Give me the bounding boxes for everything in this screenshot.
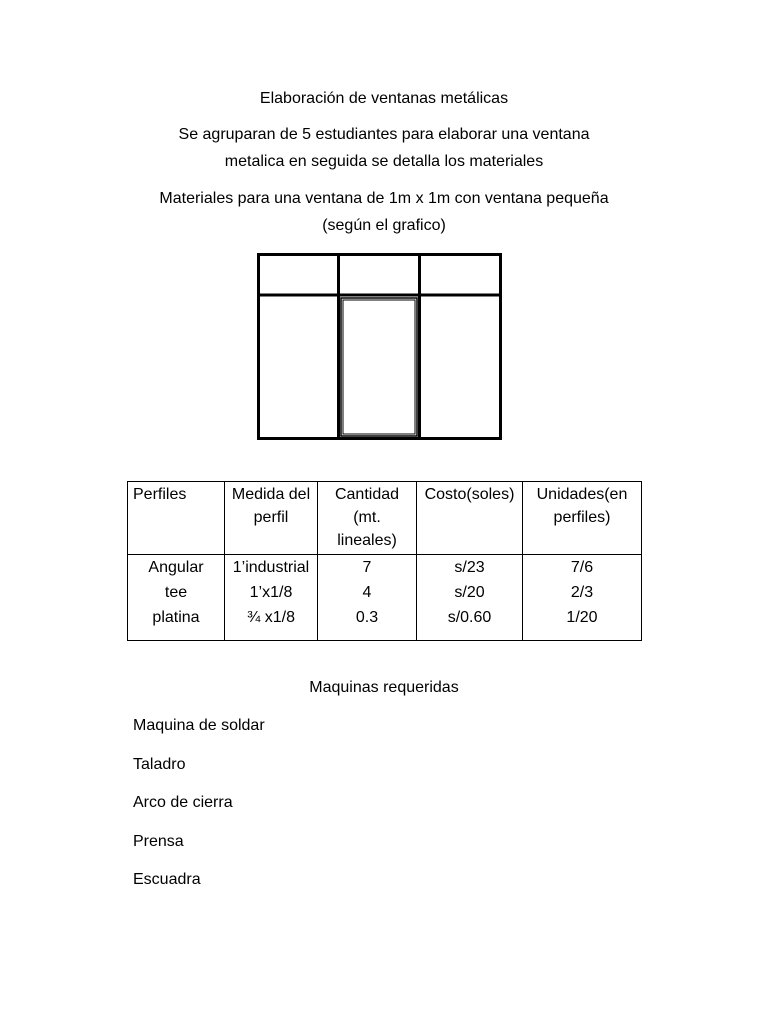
table-cell: 7/6 bbox=[523, 555, 642, 581]
document-title: Elaboración de ventanas metálicas bbox=[259, 90, 509, 107]
table-cell: platina bbox=[128, 605, 225, 641]
materials-intro-paragraph bbox=[0, 185, 768, 239]
table-cell: tee bbox=[128, 580, 225, 605]
table-row bbox=[128, 605, 642, 641]
column-header: Costo(soles) bbox=[417, 482, 523, 555]
materials-intro-line: Materiales para una ventana de 1m x 1m con ventana pequeña bbox=[159, 190, 609, 207]
window-diagram bbox=[257, 253, 502, 440]
table-cell: 0.3 bbox=[318, 605, 417, 641]
table-cell: s/23 bbox=[417, 555, 523, 581]
list-item: Arco de cierra bbox=[133, 794, 233, 811]
column-header: Medida del perfil bbox=[225, 482, 318, 555]
intro-line: Se agruparan de 5 estudiantes para elaborar una ventana bbox=[178, 126, 590, 143]
column-header: Unidades(en perfiles) bbox=[523, 482, 642, 555]
list-item: Taladro bbox=[133, 755, 186, 773]
window-outer-frame bbox=[259, 255, 501, 439]
table-cell: ¾ x1/8 bbox=[225, 605, 318, 641]
small-window-sash-inner bbox=[343, 300, 415, 434]
table-row bbox=[128, 580, 642, 605]
column-header: Cantidad (mt. lineales) bbox=[318, 482, 417, 555]
table-cell: 4 bbox=[318, 580, 417, 605]
table-cell: 7 bbox=[318, 555, 417, 581]
intro-paragraph bbox=[0, 121, 768, 175]
table-row bbox=[128, 555, 642, 581]
machines-list bbox=[133, 714, 265, 907]
small-window-sash bbox=[341, 298, 417, 436]
list-item: Prensa bbox=[133, 832, 184, 850]
intro-line: metalica en seguida se detalla los materiales bbox=[224, 153, 544, 170]
materials-table bbox=[127, 481, 642, 641]
table-cell: 2/3 bbox=[523, 580, 642, 605]
materials-intro-line: (según el grafico) bbox=[322, 217, 446, 234]
machines-heading: Maquinas requeridas bbox=[309, 679, 459, 696]
column-header: Perfiles bbox=[128, 482, 225, 555]
table-cell: s/20 bbox=[417, 580, 523, 605]
table-cell: 1’x1/8 bbox=[225, 580, 318, 605]
table-cell: 1/20 bbox=[523, 605, 642, 641]
table-cell: Angular bbox=[128, 555, 225, 581]
table-cell: s/0.60 bbox=[417, 605, 523, 641]
table-cell: 1’industrial bbox=[225, 555, 318, 581]
list-item: Maquina de soldar bbox=[133, 717, 265, 734]
table-header-row bbox=[128, 482, 642, 555]
list-item: Escuadra bbox=[133, 871, 201, 888]
